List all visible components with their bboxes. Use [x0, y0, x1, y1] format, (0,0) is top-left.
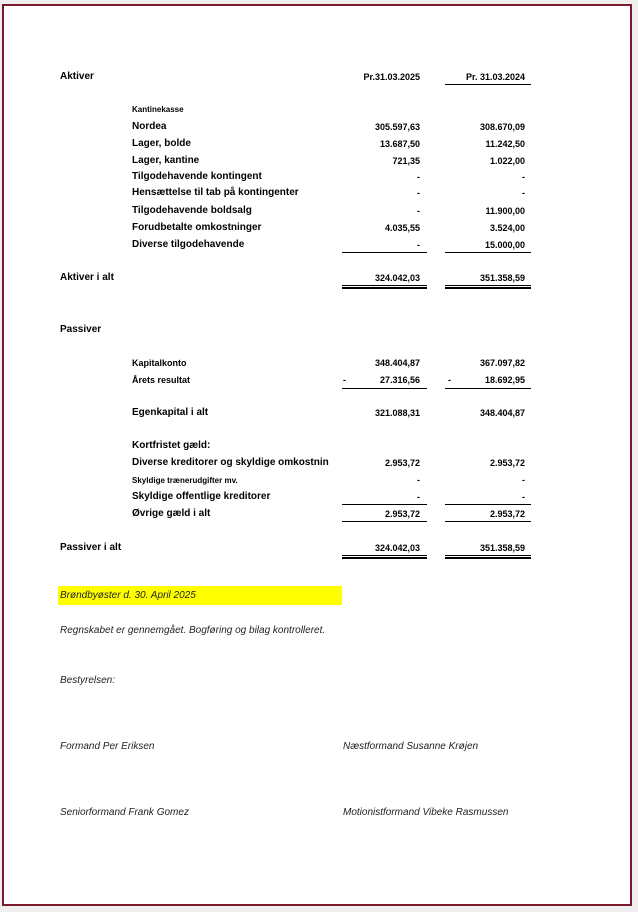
resultat-line-2025	[342, 388, 427, 389]
diverse-kreditorer-2025: 2.953,72	[384, 458, 420, 468]
aarets-resultat-2025: 27.316,56	[379, 375, 420, 385]
minus-sign-2024: -	[448, 375, 451, 385]
row-value-2025: -	[417, 172, 420, 182]
row-label: Diverse tilgodehavende	[132, 239, 245, 250]
traenerudgifter-2024: -	[522, 475, 525, 485]
passiver-total-2024: 351.358,59	[479, 543, 525, 553]
passiver-heading: Passiver	[60, 324, 102, 335]
row-value-2024: 1.022,00	[489, 156, 525, 166]
subtotal-line-2025	[342, 252, 427, 253]
row-label: Lager, kantine	[132, 155, 200, 166]
row-value-2025: -	[417, 240, 420, 250]
col-header-2024: Pr. 31.03.2024	[465, 72, 525, 82]
total-double-line-2025	[342, 285, 427, 289]
kapitalkonto-label: Kapitalkonto	[132, 358, 187, 368]
row-value-2025: -	[417, 206, 420, 216]
signature-motionistformand: Motionistformand Vibeke Rasmussen	[343, 807, 509, 818]
offentlige-kreditorer-label: Skyldige offentlige kreditorer	[132, 491, 271, 502]
oevrige-line-2025	[342, 521, 427, 522]
row-value-2025: 13.687,50	[379, 139, 420, 149]
row-value-2024: 308.670,09	[479, 122, 525, 132]
row-value-2025: -	[417, 188, 420, 198]
kapitalkonto-2024: 367.097,82	[479, 358, 525, 368]
aktiver-total-2024: 351.358,59	[479, 273, 525, 283]
row-value-2024: -	[522, 172, 525, 182]
egenkapital-2024: 348.404,87	[479, 408, 525, 418]
aarets-resultat-2024: 18.692,95	[484, 375, 525, 385]
row-value-2024: 11.900,00	[485, 206, 525, 216]
total-double-line-2024	[445, 285, 531, 289]
offentlige-kreditorer-2025: -	[417, 492, 420, 502]
traenerudgifter-2025: -	[417, 475, 420, 485]
row-value-2024: -	[522, 188, 525, 198]
review-statement: Regnskabet er gennemgået. Bogføring og bilag kontrolleret.	[60, 625, 326, 636]
traenerudgifter-label: Skyldige trænerudgifter mv.	[132, 476, 238, 485]
diverse-kreditorer-label: Diverse kreditorer og skyldige omkostnin	[132, 457, 329, 468]
row-label: Nordea	[132, 121, 167, 132]
aktiver-total-label: Aktiver i alt	[60, 272, 114, 283]
resultat-line-2024	[445, 388, 531, 389]
row-value-2024: 15.000,00	[484, 240, 525, 250]
oevrige-line-2024	[445, 521, 531, 522]
subtotal-line-2024	[445, 252, 531, 253]
kortfristet-label: Kortfristet gæld:	[132, 440, 211, 451]
row-value-2025: 721,35	[392, 156, 420, 166]
gaeld-line-2024	[445, 504, 531, 505]
place-date: Brøndbyøster d. 30. April 2025	[60, 590, 196, 601]
passiver-total-2025: 324.042,03	[374, 543, 420, 553]
diverse-kreditorer-2024: 2.953,72	[489, 458, 525, 468]
header-underline	[445, 84, 531, 85]
gaeld-line-2025	[342, 504, 427, 505]
oevrige-gaeld-2025: 2.953,72	[384, 509, 420, 519]
row-value-2024: 3.524,00	[489, 223, 525, 233]
row-label: Tilgodehavende boldsalg	[132, 205, 252, 216]
signature-formand: Formand Per Eriksen	[60, 741, 155, 752]
aktiver-heading: Aktiver	[60, 71, 94, 82]
col-header-2025: Pr.31.03.2025	[363, 72, 420, 82]
offentlige-kreditorer-2024: -	[522, 492, 525, 502]
signature-naestformand: Næstformand Susanne Krøjen	[343, 741, 479, 752]
oevrige-gaeld-2024: 2.953,72	[489, 509, 525, 519]
aarets-resultat-label: Årets resultat	[132, 375, 191, 385]
row-value-2025: 4.035,55	[384, 223, 420, 233]
passiver-double-line-2025	[342, 555, 427, 559]
egenkapital-2025: 321.088,31	[374, 408, 420, 418]
board-heading: Bestyrelsen:	[60, 675, 116, 686]
row-value-2024: 11.242,50	[485, 139, 525, 149]
passiver-total-label: Passiver i alt	[60, 542, 122, 553]
aktiver-total-2025: 324.042,03	[374, 273, 420, 283]
row-value-2025: 305.597,63	[374, 122, 420, 132]
row-label: Tilgodehavende kontingent	[132, 171, 262, 182]
row-label: Lager, bolde	[132, 138, 191, 149]
oevrige-gaeld-label: Øvrige gæld i alt	[132, 508, 211, 519]
passiver-double-line-2024	[445, 555, 531, 559]
signature-seniorformand: Seniorformand Frank Gomez	[60, 807, 189, 818]
minus-sign-2025: -	[343, 375, 346, 385]
kantinekasse-label: Kantinekasse	[132, 105, 184, 114]
kapitalkonto-2025: 348.404,87	[374, 358, 420, 368]
row-label: Hensættelse til tab på kontingenter	[132, 187, 299, 198]
row-label: Forudbetalte omkostninger	[132, 222, 262, 233]
document-page	[2, 4, 632, 906]
egenkapital-label: Egenkapital i alt	[132, 407, 209, 418]
